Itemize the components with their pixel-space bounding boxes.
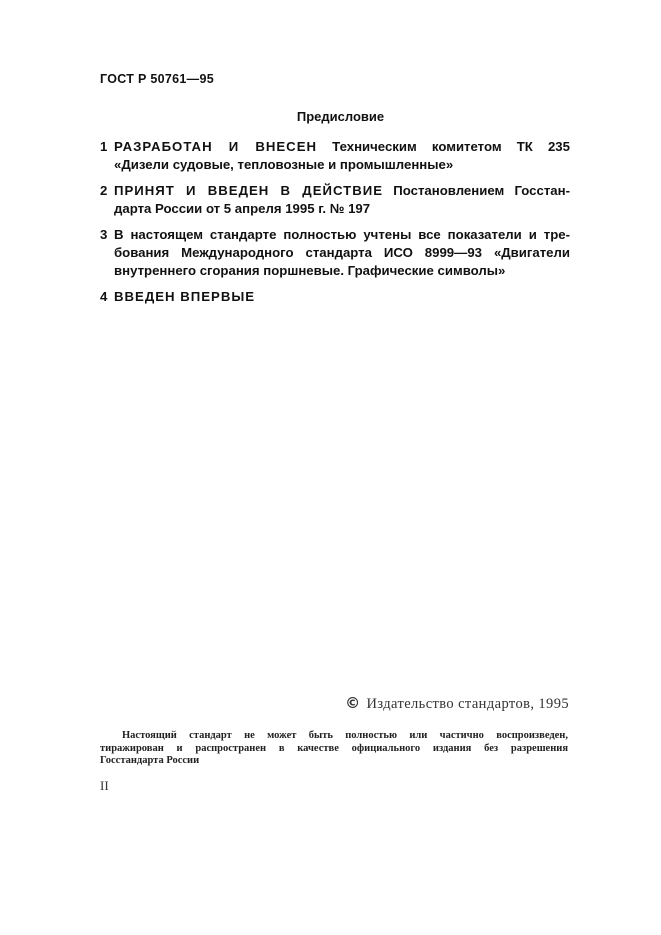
- item-body: [114, 288, 570, 306]
- item-line: [114, 182, 570, 200]
- item-body: [114, 226, 570, 280]
- page-number: II: [100, 778, 109, 793]
- foreword-item-1: [100, 138, 570, 174]
- item-lead: РАЗРАБОТАН И ВНЕСЕН: [114, 139, 318, 154]
- item-line: внутреннего сгорания поршневые. Графические символы»: [114, 263, 506, 278]
- foreword-list: [100, 138, 570, 314]
- notice-line: Настоящий стандарт не может быть полностью или частично воспроизведен,: [122, 730, 568, 741]
- copyright-icon: ©: [345, 694, 361, 712]
- item-number: 3: [100, 227, 108, 242]
- item-body: [114, 182, 570, 218]
- item-number: 1: [100, 139, 108, 154]
- item-lead: ПРИНЯТ И ВВЕДЕН В ДЕЙСТВИЕ: [114, 183, 384, 198]
- item-line: бования Международного стандарта ИСО 8999—93 «Двигатели: [114, 245, 570, 260]
- section-title: Предисловие: [296, 109, 385, 124]
- item-line: [114, 138, 570, 156]
- notice-line: тиражирован и распространен в качестве официального издания без разрешения: [100, 742, 568, 754]
- item-body: [114, 138, 570, 174]
- foreword-item-2: [100, 182, 570, 218]
- notice-line: Госстандарта России: [100, 755, 200, 766]
- item-text: Постановлением Госстан-: [393, 183, 570, 198]
- foreword-item-3: [100, 226, 570, 280]
- foreword-item-4: [100, 288, 570, 306]
- item-text: Техническим комитетом ТК 235: [332, 139, 570, 154]
- item-line: дарта России от 5 апреля 1995 г. № 197: [114, 201, 371, 216]
- item-number: 2: [100, 183, 108, 198]
- reproduction-notice: [100, 730, 568, 768]
- item-lead: ВВЕДЕН ВПЕРВЫЕ: [114, 289, 256, 304]
- item-number: 4: [100, 289, 108, 304]
- document-code: ГОСТ Р 50761—95: [100, 72, 214, 86]
- copyright-line: [345, 694, 569, 713]
- item-line: «Дизели судовые, тепловозные и промышленные»: [114, 157, 454, 172]
- item-line: В настоящем стандарте полностью учтены все показатели и тре-: [114, 227, 570, 242]
- copyright-text: Издательство стандартов, 1995: [366, 696, 569, 712]
